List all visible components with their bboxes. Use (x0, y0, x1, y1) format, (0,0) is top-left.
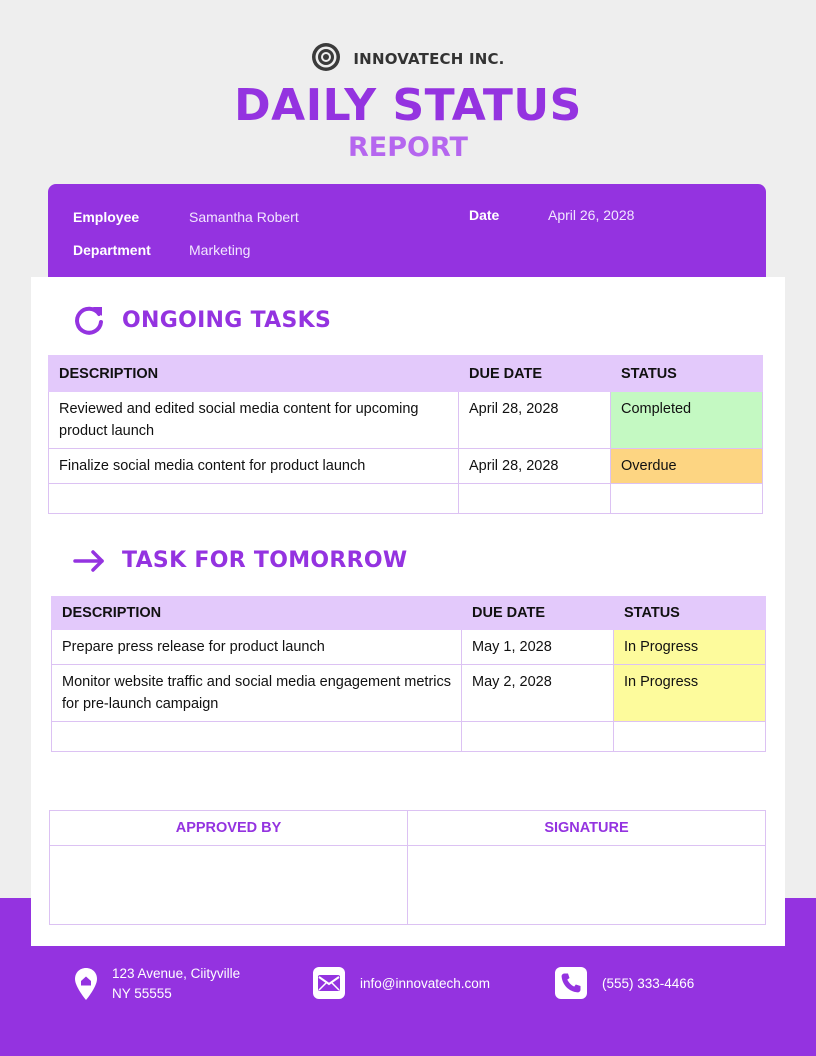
phone-icon (555, 967, 587, 999)
task-description: Prepare press release for product launch (52, 630, 462, 665)
table-row (52, 630, 766, 665)
status-badge: In Progress (614, 630, 766, 665)
tomorrow-tasks-title: TASK FOR TOMORROW (122, 547, 408, 573)
approved-by-field[interactable] (50, 846, 408, 925)
task-due-date: May 1, 2028 (462, 630, 614, 665)
footer-phone (555, 967, 694, 999)
empty-cell (462, 722, 614, 752)
column-header-description: DESCRIPTION (49, 356, 459, 392)
employee-label: Employee (73, 209, 140, 225)
location-pin-icon (74, 967, 98, 1001)
table-row (52, 665, 766, 722)
tomorrow-tasks-table (51, 596, 766, 752)
signoff-row (50, 846, 766, 925)
footer-email (313, 967, 490, 999)
table-row (49, 449, 763, 484)
task-due-date: April 28, 2028 (459, 392, 611, 449)
column-header-due-date: DUE DATE (459, 356, 611, 392)
table-row-empty (49, 484, 763, 514)
ongoing-tasks-table (48, 355, 763, 514)
approved-by-header: APPROVED BY (50, 811, 408, 846)
phone-number[interactable]: (555) 333-4466 (602, 975, 695, 991)
arrow-right-icon (72, 543, 106, 577)
task-due-date: April 28, 2028 (459, 449, 611, 484)
empty-cell (611, 484, 763, 514)
department-label: Department (73, 242, 151, 258)
date-label: Date (469, 207, 500, 223)
footer-address (74, 964, 240, 1004)
task-description: Finalize social media content for product launch (49, 449, 459, 484)
mail-icon (313, 967, 345, 999)
ongoing-tasks-title: ONGOING TASKS (122, 307, 332, 333)
employee-value: Samantha Robert (189, 209, 299, 225)
brand-header (0, 42, 816, 76)
column-header-status: STATUS (614, 597, 766, 630)
refresh-icon (72, 303, 106, 337)
column-header-status: STATUS (611, 356, 763, 392)
company-name: INNOVATECH INC. (353, 50, 505, 68)
tomorrow-tasks-heading (72, 543, 407, 577)
status-badge: In Progress (614, 665, 766, 722)
address-line-2: NY 55555 (112, 986, 172, 1001)
email-link[interactable]: info@innovatech.com (360, 975, 491, 991)
column-header-due-date: DUE DATE (462, 597, 614, 630)
page-title: DAILY STATUS (234, 80, 582, 131)
signoff-header-row (50, 811, 766, 846)
page-subtitle: REPORT (348, 132, 468, 163)
empty-cell (49, 484, 459, 514)
task-description: Reviewed and edited social media content for upcoming product launch (49, 392, 459, 449)
ongoing-tasks-heading (72, 303, 331, 337)
table-row (49, 392, 763, 449)
date-value: April 26, 2028 (548, 207, 635, 223)
table-header-row (52, 597, 766, 630)
empty-cell (52, 722, 462, 752)
department-value: Marketing (189, 242, 251, 258)
empty-cell (614, 722, 766, 752)
column-header-description: DESCRIPTION (52, 597, 462, 630)
signature-field[interactable] (408, 846, 766, 925)
table-header-row (49, 356, 763, 392)
task-description: Monitor website traffic and social media engagement metrics for pre-launch campaign (52, 665, 462, 722)
status-badge: Overdue (611, 449, 763, 484)
table-row-empty (52, 722, 766, 752)
info-band (48, 184, 766, 277)
target-logo-icon (311, 42, 341, 76)
task-due-date: May 2, 2028 (462, 665, 614, 722)
empty-cell (459, 484, 611, 514)
signature-header: SIGNATURE (408, 811, 766, 846)
address-line-1: 123 Avenue, Ciityville (112, 966, 241, 981)
status-badge: Completed (611, 392, 763, 449)
signoff-table (49, 810, 766, 925)
